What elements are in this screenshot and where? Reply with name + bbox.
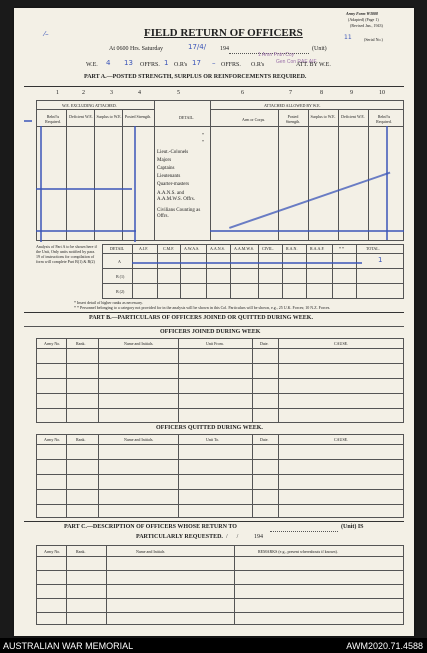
grid-v8: [338, 109, 339, 240]
date-value: 17/4/: [188, 43, 207, 51]
rank-captains: Captains: [157, 166, 175, 171]
part-c-bottom-rule: [36, 624, 404, 625]
right-col-1: Posted Strength.: [285, 114, 301, 124]
corner-pen-mark: ⁄–: [44, 30, 49, 38]
grid-v2: [94, 109, 95, 240]
col-number-9: 9: [350, 90, 353, 96]
part-c-year: 194: [254, 534, 263, 540]
joined-v6: [403, 338, 404, 422]
analysis-row-b1: B (1): [116, 274, 125, 279]
rank-qm: Quarter-masters: [157, 182, 190, 187]
archive-footer: [0, 638, 427, 653]
quitted-title-rule: [36, 434, 404, 435]
unit-stamp-line1: 1 Amn Pntn Coy: [258, 52, 295, 58]
analysis-col-awas: A.W.A.S.: [184, 246, 200, 251]
joined-col-army-no: Army No.: [44, 341, 61, 346]
grid-v5: [210, 100, 211, 240]
unit-stamp-line2: Gen Con RAE AIF: [276, 59, 317, 65]
we-subrule: [36, 109, 154, 110]
part-c-row-3: [36, 598, 404, 599]
part-c-col-rank: Rank.: [76, 549, 86, 554]
offrs-label-1: OFFRS.: [140, 62, 160, 68]
analysis-col-aamws: A.A.M.W.S.: [234, 246, 254, 251]
grid-v1: [66, 109, 67, 240]
part-c-row-1: [36, 570, 404, 571]
quitted-row-1: [36, 459, 404, 460]
analysis-col-detail: DETAIL: [110, 246, 125, 251]
attached-allowed-header: ATTACHED ALLOWED BY W.E.: [264, 103, 321, 108]
quitted-v0: [36, 434, 37, 517]
at-line: At 0600 Hrs. Saturday: [109, 46, 163, 52]
part-c-unit-rule: [270, 531, 338, 532]
footer-left: AUSTRALIAN WAR MEMORIAL: [3, 641, 134, 651]
quitted-col-rank: Rank.: [76, 437, 86, 442]
quitted-v3: [178, 434, 179, 517]
part-c-heading: PART C.—DESCRIPTION OF OFFICERS WHOSE RETURN TO: [64, 524, 237, 530]
pencil-analysis-line: [132, 262, 362, 264]
rank-civilians: Civilians Counting as Offrs.: [157, 208, 201, 219]
quitted-v6: [403, 434, 404, 517]
analysis-note: Analysis of Part A to be shown here if the Unit, Only units notified by para. 19 of instructions for compilation of form will complete Part B(1) & B(2): [36, 244, 97, 264]
grid-v6: [278, 109, 279, 240]
quitted-col-name: Name and Initials.: [124, 437, 154, 442]
joined-row-2: [36, 378, 404, 379]
joined-col-unit-from: Unit From.: [206, 341, 224, 346]
analysis-v1: [132, 244, 133, 298]
grid-v10: [403, 100, 404, 240]
part-c-top-rule: [24, 521, 404, 522]
detail-header: DETAIL.: [179, 115, 195, 120]
pencil-vline-right: [386, 126, 388, 240]
part-c-row-4: [36, 612, 404, 613]
col-number-6: 6: [241, 90, 244, 96]
col-number-2: 2: [82, 90, 85, 96]
analysis-v8: [306, 244, 307, 298]
analysis-col-ran: R.A.N.: [286, 246, 298, 251]
joined-col-date: Date.: [260, 341, 269, 346]
col-number-4: 4: [138, 90, 141, 96]
part-a-top-rule: [24, 86, 404, 87]
analysis-row-a: A: [118, 259, 121, 264]
pencil-mark-we: [24, 120, 32, 122]
ors-label-1: O.R's: [174, 62, 188, 68]
joined-v0: [36, 338, 37, 422]
rank-lieutenants: Lieutenants: [157, 174, 181, 179]
quitted-row-4: [36, 504, 404, 505]
we-ors-value: 13: [124, 59, 133, 67]
analysis-col-raaf: R.A.A.F.: [310, 246, 325, 251]
part-c-v1: [66, 545, 67, 624]
joined-v5: [278, 338, 279, 422]
col-number-1: 1: [56, 90, 59, 96]
left-col-3: Surplus to W.E.: [96, 114, 122, 119]
joined-row-4: [36, 408, 404, 409]
part-a-heading: PART A.—POSTED STRENGTH, SURPLUS OR REINFORCEMENTS REQUIRED.: [84, 74, 307, 80]
asterisk-1: *: [202, 132, 204, 137]
col-number-10: 10: [379, 90, 385, 96]
quitted-col-date: Date.: [260, 437, 269, 442]
analysis-v10: [356, 244, 357, 298]
rank-aans: A.A.N.S. and A.A.M.W.S. Offrs.: [157, 191, 195, 202]
quitted-title: OFFICERS QUITTED DURING WEEK.: [156, 425, 263, 431]
quitted-row-3: [36, 489, 404, 490]
quitted-bottom-rule: [36, 517, 404, 518]
analysis-v11: [403, 244, 404, 298]
rank-majors: Majors: [157, 158, 172, 163]
joined-title-rule: [36, 338, 404, 339]
quitted-col-unit-to: Unit To.: [206, 437, 220, 442]
analysis-row-b2: B (2): [116, 289, 125, 294]
pencil-vline-mid: [134, 126, 136, 242]
we-label: W.E.: [86, 62, 98, 68]
part-b-heading-rule: [24, 326, 404, 327]
joined-v2: [98, 338, 99, 422]
ors2-value: 17: [192, 59, 201, 67]
part-c-col-name: Name and Initials: [136, 549, 165, 554]
we-officers-value: 4: [106, 59, 111, 67]
grid-v4: [154, 100, 155, 240]
analysis-v0: [102, 244, 103, 298]
pencil-line-right-bottom: [210, 230, 404, 232]
serial-value: 11: [344, 34, 352, 41]
asterisk-2: *: [202, 139, 204, 144]
form-number-revised: (Revised Jan., 1943): [350, 23, 383, 28]
grid-v3: [122, 109, 123, 240]
pencil-diagonal: [229, 172, 390, 229]
left-col-4: Posted Strength.: [124, 114, 152, 119]
part-b-top-rule: [24, 312, 404, 313]
analysis-row-rule-1: [102, 268, 404, 269]
right-col-2: Surplus to W.E.: [310, 114, 336, 119]
year-label: 194: [220, 46, 229, 52]
analysis-row-rule-2: [102, 283, 404, 284]
unit-label: (Unit): [312, 46, 327, 52]
arm-or-corps: Arm or Corps.: [242, 117, 266, 122]
joined-v1: [66, 338, 67, 422]
analysis-v4: [206, 244, 207, 298]
analysis-v6: [258, 244, 259, 298]
joined-v3: [178, 338, 179, 422]
quitted-v1: [66, 434, 67, 517]
analysis-v9: [332, 244, 333, 298]
part-c-date-slashes: / /: [226, 534, 239, 540]
analysis-col-civil: CIVIL.: [262, 246, 274, 251]
col-number-3: 3: [110, 90, 113, 96]
col-number-5: 5: [177, 90, 180, 96]
ors-label-2: O.R's: [251, 62, 265, 68]
part-c-requested: PARTICULARLY REQUESTED.: [136, 534, 223, 540]
form-number-adapted: (Adapted) (Page 1): [348, 17, 379, 22]
part-c-v0: [36, 545, 37, 624]
right-col-4: Relnf'ts Required.: [376, 114, 392, 124]
footer-right: AWM2020.71.4588: [346, 641, 423, 651]
quitted-header-rule: [36, 444, 404, 445]
attached-subrule: [210, 109, 404, 110]
subheader-rule: [36, 126, 404, 127]
analysis-col-cmf: C.M.F.: [163, 246, 175, 251]
joined-title: OFFICERS JOINED DURING WEEK: [160, 329, 261, 335]
joined-col-name: Name and Initials.: [124, 341, 154, 346]
part-c-header-rule: [36, 556, 404, 557]
analysis-top-rule: [102, 244, 404, 245]
analysis-v7: [282, 244, 283, 298]
part-c-v3: [234, 545, 235, 624]
grid-v0: [36, 100, 37, 240]
analysis-v2: [157, 244, 158, 298]
form-number: Army Form W3008: [346, 11, 378, 16]
col-number-7: 7: [289, 90, 292, 96]
analysis-col-total: TOTAL.: [366, 246, 380, 251]
att-by-we: ATT. BY W.E.: [296, 62, 331, 68]
quitted-col-army-no: Army No.: [44, 437, 61, 442]
offrs-label-2: OFFRS.: [221, 62, 241, 68]
joined-row-1: [36, 363, 404, 364]
analysis-col-other: * *: [339, 246, 344, 251]
joined-bottom-rule: [36, 422, 404, 423]
form-title: FIELD RETURN OF OFFICERS: [144, 27, 303, 39]
part-c-col-army-no: Army No.: [44, 549, 61, 554]
joined-v4: [252, 338, 253, 422]
quitted-row-2: [36, 474, 404, 475]
rank-lt-col: Lieut.-Colonels: [157, 150, 189, 155]
we-excluding-header: W.E. EXCLUDING ATTACHED.: [62, 103, 117, 108]
part-c-title-rule: [36, 545, 404, 546]
grid-v9: [368, 109, 369, 240]
part-c-v2: [106, 545, 107, 624]
right-col-3: Deficient W.E.: [341, 114, 365, 119]
part-c-v4: [403, 545, 404, 624]
pencil-line-left-bottom: [36, 230, 136, 232]
grid-v7: [308, 109, 309, 240]
analysis-bottom-rule: [102, 298, 404, 299]
footnote-2: * * Personnel belonging to a category not provided for in the analysis will be shown in this Col. Particulars will be shown, e.g., 25 U.K. Forces; 10 N.Z. Forces.: [74, 305, 331, 310]
quitted-col-cause: CAUSE.: [334, 437, 349, 442]
analysis-v5: [230, 244, 231, 298]
analysis-header-rule: [102, 253, 404, 254]
joined-header-rule: [36, 348, 404, 349]
analysis-v3: [180, 244, 181, 298]
part-c-unit-is: (Unit) IS: [341, 524, 364, 530]
joined-col-rank: Rank.: [76, 341, 86, 346]
quitted-v5: [278, 434, 279, 517]
pencil-vline-left: [40, 126, 42, 242]
pencil-line-left: [36, 188, 132, 190]
quitted-v4: [252, 434, 253, 517]
left-col-2: Deficient W.E.: [69, 114, 93, 119]
analysis-col-aans: A.A.N.S.: [210, 246, 225, 251]
part-a-bottom-rule: [36, 240, 404, 241]
part-c-col-remarks: REMARKS (e.g., present whereabouts if known).: [258, 549, 338, 554]
form-sheet: [14, 8, 414, 636]
col-number-8: 8: [320, 90, 323, 96]
serial-label: (Serial No.): [364, 37, 383, 42]
part-c-row-2: [36, 584, 404, 585]
left-col-1: Relnf'ts Required.: [45, 114, 61, 124]
offrs2-value: 1: [164, 59, 169, 67]
col-number-rule: [36, 100, 404, 101]
quitted-v2: [98, 434, 99, 517]
analysis-total-value: 1: [378, 256, 383, 264]
footnote-1: * Insert detail of higher ranks as necessary.: [74, 300, 143, 305]
joined-row-3: [36, 393, 404, 394]
part-b-heading: PART B.—PARTICULARS OF OFFICERS JOINED OR QUITTED DURING WEEK.: [89, 315, 313, 321]
joined-col-cause: CAUSE.: [334, 341, 349, 346]
offrs3-value: –: [212, 59, 216, 67]
analysis-col-aif: A.I.F.: [139, 246, 149, 251]
